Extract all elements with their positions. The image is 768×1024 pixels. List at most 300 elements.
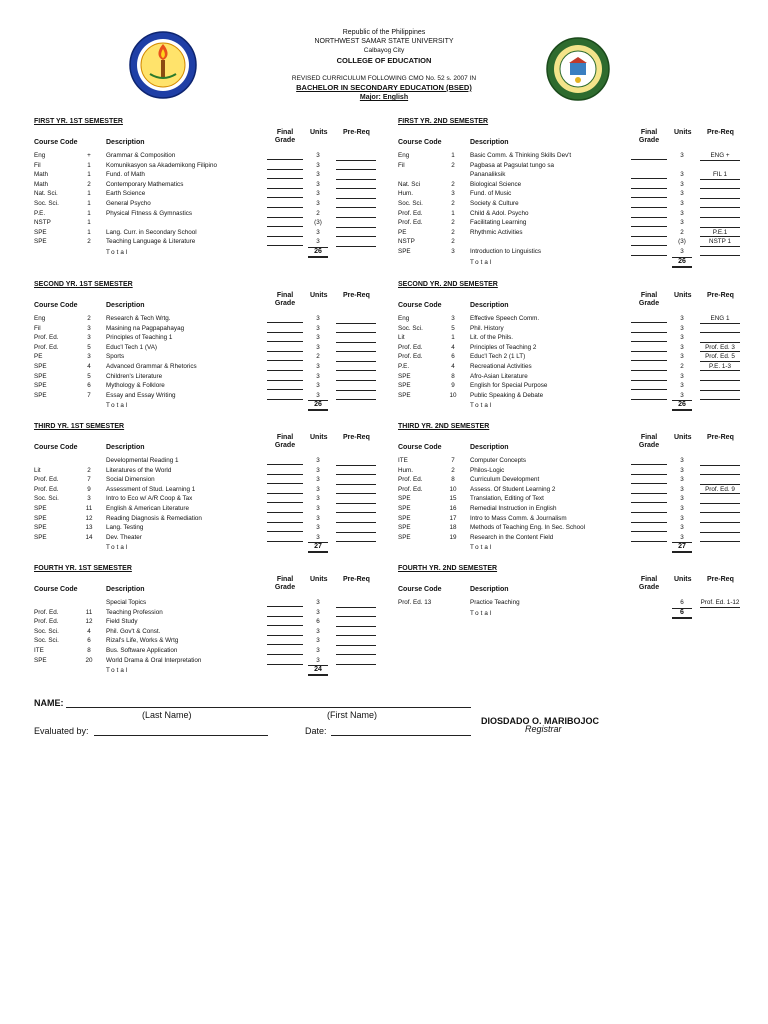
course-units: 3 bbox=[680, 372, 684, 380]
course-row bbox=[398, 324, 758, 334]
final-grade-field[interactable] bbox=[267, 646, 303, 655]
course-number: 9 bbox=[87, 485, 91, 493]
course-description: Masining na Pagpapahayag bbox=[106, 324, 185, 332]
course-description: Special Topics bbox=[106, 599, 147, 606]
prereq-field bbox=[336, 456, 376, 466]
prereq-field bbox=[700, 466, 740, 476]
final-grade-field[interactable] bbox=[631, 533, 667, 542]
course-units: 3 bbox=[680, 324, 684, 332]
prereq-field bbox=[700, 475, 740, 485]
course-units: 3 bbox=[316, 161, 320, 169]
course-units: 3 bbox=[680, 382, 684, 390]
final-grade-field[interactable] bbox=[631, 494, 667, 503]
course-code: SPE bbox=[34, 382, 47, 390]
course-units: 3 bbox=[680, 457, 684, 464]
course-units: 3 bbox=[680, 152, 684, 159]
course-row bbox=[398, 228, 758, 238]
prereq-field bbox=[700, 189, 740, 199]
final-grade-field[interactable] bbox=[631, 237, 667, 246]
course-number: 3 bbox=[87, 324, 91, 332]
evaluated-by-label: Evaluated by: bbox=[34, 726, 89, 736]
course-units: 3 bbox=[680, 466, 684, 474]
name-field[interactable] bbox=[66, 698, 471, 708]
course-code: Prof. Ed. bbox=[398, 219, 423, 227]
final-grade-field[interactable] bbox=[631, 362, 667, 371]
course-number: 10 bbox=[449, 391, 457, 399]
final-grade-field[interactable] bbox=[267, 333, 303, 342]
course-number: 2 bbox=[451, 161, 455, 169]
header-prereq: Pre-Req bbox=[707, 576, 734, 583]
course-units: 3 bbox=[680, 485, 684, 493]
prereq-field bbox=[700, 180, 740, 190]
final-grade-field[interactable] bbox=[267, 514, 303, 523]
course-number: 2 bbox=[87, 238, 91, 246]
header-description: Description bbox=[470, 139, 509, 146]
course-code: Nat. Sci bbox=[398, 180, 421, 188]
course-number: 17 bbox=[449, 514, 457, 522]
header-prereq: Pre-Req bbox=[343, 434, 370, 441]
course-description: Bus. Software Application bbox=[106, 646, 178, 654]
course-description: Biological Science bbox=[470, 180, 522, 188]
final-grade-field[interactable] bbox=[267, 218, 303, 227]
final-grade-field[interactable] bbox=[631, 151, 667, 160]
course-description: Child & Adol. Psycho bbox=[470, 209, 529, 217]
prereq-field bbox=[336, 237, 376, 247]
course-row bbox=[34, 533, 394, 543]
course-description: Basic Comm. & Thinking Skills Dev't bbox=[470, 152, 572, 159]
prereq-field bbox=[336, 343, 376, 353]
header-final-grade: Final Grade bbox=[638, 129, 660, 144]
course-code: Prof. Ed. bbox=[34, 485, 59, 493]
prereq-field: Prof. Ed. 9 bbox=[700, 485, 740, 495]
final-grade-field[interactable] bbox=[631, 504, 667, 513]
course-row bbox=[34, 598, 394, 608]
course-units: 3 bbox=[680, 171, 684, 179]
course-number: 19 bbox=[449, 533, 457, 541]
course-description: Pananaliksik bbox=[470, 171, 506, 179]
semester-block bbox=[34, 423, 394, 553]
course-code: Prof. Ed. bbox=[34, 334, 59, 342]
prereq-field bbox=[700, 333, 740, 343]
course-code: Hum. bbox=[398, 190, 414, 198]
course-number: 8 bbox=[451, 372, 455, 380]
final-grade-field[interactable] bbox=[631, 189, 667, 198]
course-code: P.E. bbox=[398, 362, 410, 370]
course-units: 3 bbox=[316, 627, 320, 635]
prereq-field bbox=[336, 617, 376, 627]
prereq-field bbox=[336, 608, 376, 618]
course-code: PE bbox=[398, 228, 407, 236]
course-row bbox=[34, 324, 394, 334]
course-units: 3 bbox=[316, 391, 320, 399]
course-number: 1 bbox=[87, 199, 91, 207]
header-units: Units bbox=[310, 292, 328, 299]
final-grade-field[interactable] bbox=[631, 523, 667, 532]
prereq-field bbox=[336, 161, 376, 171]
date-field[interactable] bbox=[331, 726, 471, 736]
final-grade-field[interactable] bbox=[631, 456, 667, 465]
course-code: Eng bbox=[34, 315, 46, 322]
prereq-field bbox=[336, 199, 376, 209]
course-code: SPE bbox=[34, 524, 47, 532]
course-description: Reading Diagnosis & Remediation bbox=[106, 514, 202, 522]
course-units: 3 bbox=[680, 199, 684, 207]
total-units: 27 bbox=[672, 542, 692, 553]
course-description: Introduction to Linguistics bbox=[470, 247, 542, 255]
course-number: 2 bbox=[451, 199, 455, 207]
course-code: Eng bbox=[34, 152, 46, 159]
total-row bbox=[34, 400, 394, 411]
prereq-field bbox=[700, 381, 740, 391]
final-grade-field[interactable] bbox=[267, 161, 303, 170]
course-description: Grammar & Composition bbox=[106, 152, 176, 159]
final-grade-field[interactable] bbox=[631, 391, 667, 400]
course-row bbox=[34, 228, 394, 238]
column-headers bbox=[398, 129, 758, 151]
final-grade-field[interactable] bbox=[267, 372, 303, 381]
semester-title: THIRD YR. 1ST SEMESTER bbox=[34, 423, 125, 430]
course-units: 3 bbox=[316, 152, 320, 159]
course-number: 2 bbox=[451, 466, 455, 474]
course-row bbox=[398, 598, 758, 608]
course-description: Fund. of Music bbox=[470, 190, 512, 198]
course-number: 2 bbox=[451, 219, 455, 227]
final-grade-field[interactable] bbox=[267, 504, 303, 513]
final-grade-field[interactable] bbox=[267, 598, 303, 607]
course-units: 3 bbox=[316, 599, 320, 606]
semester-block bbox=[398, 118, 758, 268]
prereq-field bbox=[336, 228, 376, 238]
course-row bbox=[34, 523, 394, 533]
total-units: 26 bbox=[672, 400, 692, 411]
final-grade-field[interactable] bbox=[631, 485, 667, 494]
course-row bbox=[34, 456, 394, 466]
course-units: 3 bbox=[680, 514, 684, 522]
course-description: Assess. Of Student Learning 2 bbox=[470, 485, 556, 493]
course-number: 12 bbox=[85, 618, 93, 626]
course-code: SPE bbox=[398, 533, 411, 541]
final-grade-field[interactable] bbox=[267, 456, 303, 465]
final-grade-field[interactable] bbox=[267, 466, 303, 475]
prereq-field bbox=[336, 314, 376, 324]
prereq-field: ENG + bbox=[700, 151, 740, 161]
course-units: 3 bbox=[316, 343, 320, 351]
course-description: General Psycho bbox=[106, 199, 151, 207]
total-label: Total bbox=[470, 402, 494, 410]
course-row bbox=[34, 466, 394, 476]
course-code: Prof. Ed. bbox=[398, 209, 423, 217]
course-units: 3 bbox=[316, 533, 320, 541]
course-number: 1 bbox=[451, 209, 455, 217]
course-row bbox=[34, 180, 394, 190]
final-grade-field[interactable] bbox=[267, 151, 303, 160]
total-label: Total bbox=[470, 544, 494, 552]
final-grade-field[interactable] bbox=[267, 352, 303, 361]
total-row bbox=[34, 665, 394, 676]
course-units: 3 bbox=[680, 476, 684, 484]
course-units: 3 bbox=[316, 199, 320, 207]
course-code: ITE bbox=[34, 646, 44, 654]
course-code: Soc. Sci. bbox=[34, 495, 59, 503]
course-code: Soc. Sci. bbox=[34, 637, 59, 645]
course-units: 3 bbox=[316, 608, 320, 616]
course-number: 1 bbox=[87, 209, 91, 217]
final-grade-field[interactable] bbox=[267, 180, 303, 189]
course-number: 1 bbox=[451, 334, 455, 342]
course-units: 3 bbox=[316, 637, 320, 645]
registrar-name: DIOSDADO O. MARIBOJOC bbox=[481, 716, 600, 726]
header-final-grade: Final Grade bbox=[274, 434, 296, 449]
final-grade-field[interactable] bbox=[267, 343, 303, 352]
course-row bbox=[34, 218, 394, 228]
course-code: SPE bbox=[34, 238, 47, 246]
course-number: 16 bbox=[449, 504, 457, 512]
course-description: Social Dimension bbox=[106, 476, 155, 484]
course-units: 3 bbox=[316, 190, 320, 198]
final-grade-field[interactable] bbox=[631, 343, 667, 352]
course-row bbox=[398, 170, 758, 180]
prereq-field: P.E.1 bbox=[700, 228, 740, 238]
final-grade-field[interactable] bbox=[631, 333, 667, 342]
header-description: Description bbox=[106, 444, 145, 451]
header-final-grade: Final Grade bbox=[274, 576, 296, 591]
course-row bbox=[398, 352, 758, 362]
course-number: 11 bbox=[85, 504, 93, 512]
course-description: Earth Science bbox=[106, 190, 146, 198]
last-name-caption: (Last Name) bbox=[142, 710, 192, 720]
course-code: Soc. Sci. bbox=[398, 324, 423, 332]
header-prereq: Pre-Req bbox=[343, 129, 370, 136]
header-final-grade: Final Grade bbox=[638, 576, 660, 591]
header-description: Description bbox=[106, 302, 145, 309]
college-of-education-seal bbox=[128, 30, 198, 100]
semester-title: FIRST YR. 2ND SEMESTER bbox=[398, 118, 489, 125]
semester-block bbox=[34, 281, 394, 411]
course-number: 1 bbox=[451, 152, 455, 159]
total-row bbox=[398, 400, 758, 411]
prereq-field bbox=[336, 391, 376, 401]
final-grade-field[interactable] bbox=[267, 617, 303, 626]
final-grade-field[interactable] bbox=[631, 381, 667, 390]
course-row bbox=[398, 523, 758, 533]
final-grade-field[interactable] bbox=[267, 485, 303, 494]
course-row bbox=[34, 237, 394, 247]
total-units: 27 bbox=[308, 542, 328, 553]
column-headers bbox=[398, 576, 758, 598]
course-description: Recreational Activities bbox=[470, 362, 532, 370]
course-row bbox=[34, 485, 394, 495]
prereq-field bbox=[336, 218, 376, 228]
course-code: Prof. Ed. bbox=[398, 353, 423, 361]
course-code: SPE bbox=[34, 362, 47, 370]
course-number: 11 bbox=[85, 608, 93, 616]
final-grade-field[interactable] bbox=[267, 533, 303, 542]
course-number: 5 bbox=[87, 343, 91, 351]
course-description: Teaching Language & Literature bbox=[106, 238, 196, 246]
final-grade-field[interactable] bbox=[631, 170, 667, 179]
course-row bbox=[398, 391, 758, 401]
course-description: Computer Concepts bbox=[470, 457, 526, 464]
course-row bbox=[398, 209, 758, 219]
course-description: Remedial Instruction in English bbox=[470, 504, 557, 512]
final-grade-field[interactable] bbox=[631, 475, 667, 484]
total-row bbox=[398, 542, 758, 553]
course-code: Prof. Ed. bbox=[34, 343, 59, 351]
final-grade-field[interactable] bbox=[267, 627, 303, 636]
final-grade-field[interactable] bbox=[267, 608, 303, 617]
header-course-code: Course Code bbox=[398, 302, 442, 309]
course-units: 2 bbox=[680, 228, 684, 236]
total-label: Total bbox=[470, 609, 494, 617]
prereq-field bbox=[700, 199, 740, 209]
course-row bbox=[398, 199, 758, 209]
course-code: NSTP bbox=[34, 219, 51, 227]
city-line: Calbayog City bbox=[363, 47, 405, 54]
prereq-field bbox=[336, 151, 376, 161]
final-grade-field[interactable] bbox=[267, 209, 303, 218]
course-description: Rhythmic Activities bbox=[470, 228, 523, 236]
final-grade-field[interactable] bbox=[631, 228, 667, 237]
republic-line: Republic of the Philippines bbox=[342, 29, 426, 36]
final-grade-field[interactable] bbox=[631, 314, 667, 323]
final-grade-field[interactable] bbox=[631, 180, 667, 189]
final-grade-field[interactable] bbox=[631, 199, 667, 208]
course-description: Sports bbox=[106, 353, 125, 361]
course-number: 3 bbox=[451, 315, 455, 322]
course-description: Methods of Teaching Eng. In Sec. School bbox=[470, 524, 586, 532]
header-prereq: Pre-Req bbox=[707, 292, 734, 299]
semester-title: FOURTH YR. 1ST SEMESTER bbox=[34, 565, 132, 572]
evaluated-by-field[interactable] bbox=[94, 726, 268, 736]
course-description: Mythology & Folklore bbox=[106, 382, 165, 390]
final-grade-field[interactable] bbox=[267, 228, 303, 237]
course-row bbox=[398, 372, 758, 382]
course-description: Field Study bbox=[106, 618, 138, 626]
column-headers bbox=[398, 434, 758, 456]
final-grade-field[interactable] bbox=[267, 189, 303, 198]
final-grade-field[interactable] bbox=[267, 381, 303, 390]
course-description: Translation, Editing of Text bbox=[470, 495, 544, 503]
course-number: 1 bbox=[87, 171, 91, 179]
course-number: 2 bbox=[87, 180, 91, 188]
final-grade-field[interactable] bbox=[631, 372, 667, 381]
header-prereq: Pre-Req bbox=[707, 434, 734, 441]
first-name-caption: (First Name) bbox=[327, 710, 377, 720]
course-units: 3 bbox=[316, 324, 320, 332]
prereq-field bbox=[700, 247, 740, 257]
course-units: 3 bbox=[680, 315, 684, 322]
final-grade-field[interactable] bbox=[267, 362, 303, 371]
course-code: SPE bbox=[398, 524, 411, 532]
final-grade-field[interactable] bbox=[631, 514, 667, 523]
course-units: (3) bbox=[314, 219, 322, 227]
final-grade-field[interactable] bbox=[267, 199, 303, 208]
final-grade-field[interactable] bbox=[631, 352, 667, 361]
course-units: 3 bbox=[316, 315, 320, 322]
course-number: 2 bbox=[87, 315, 91, 322]
prereq-field bbox=[336, 504, 376, 514]
final-grade-field[interactable] bbox=[267, 314, 303, 323]
course-description: Rizal's Life, Works & Wrtg bbox=[106, 637, 179, 645]
course-code: Math bbox=[34, 180, 48, 188]
final-grade-field[interactable] bbox=[631, 218, 667, 227]
course-description: Lang. Curr. in Secondary School bbox=[106, 228, 197, 236]
course-row bbox=[34, 333, 394, 343]
course-number: 12 bbox=[85, 514, 93, 522]
course-number: 2 bbox=[451, 180, 455, 188]
course-units: 3 bbox=[316, 466, 320, 474]
course-units: 3 bbox=[680, 533, 684, 541]
course-row bbox=[398, 247, 758, 257]
final-grade-field[interactable] bbox=[267, 494, 303, 503]
course-units: 3 bbox=[680, 180, 684, 188]
header-prereq: Pre-Req bbox=[343, 576, 370, 583]
final-grade-field[interactable] bbox=[631, 247, 667, 256]
final-grade-field[interactable] bbox=[267, 170, 303, 179]
course-number: 1 bbox=[87, 219, 91, 227]
course-units: 2 bbox=[316, 353, 320, 361]
final-grade-field[interactable] bbox=[267, 391, 303, 400]
registrar-title: Registrar bbox=[525, 724, 562, 734]
final-grade-field[interactable] bbox=[631, 209, 667, 218]
header-course-code: Course Code bbox=[34, 139, 78, 146]
column-headers bbox=[34, 292, 394, 314]
prereq-field bbox=[336, 636, 376, 646]
header-course-code: Course Code bbox=[398, 444, 442, 451]
final-grade-field[interactable] bbox=[267, 237, 303, 246]
course-number: 5 bbox=[451, 324, 455, 332]
final-grade-field[interactable] bbox=[267, 475, 303, 484]
course-units: 3 bbox=[680, 209, 684, 217]
course-code: Lit bbox=[34, 466, 41, 474]
final-grade-field[interactable] bbox=[631, 324, 667, 333]
final-grade-field[interactable] bbox=[267, 523, 303, 532]
total-units: 6 bbox=[672, 608, 692, 619]
course-code: SPE bbox=[34, 514, 47, 522]
header-units: Units bbox=[674, 434, 692, 441]
prereq-field: Prof. Ed. 1-12 bbox=[700, 599, 740, 606]
course-description: Komunikasyon sa Akademikong Filipino bbox=[106, 161, 217, 169]
header-final-grade: Final Grade bbox=[274, 292, 296, 307]
final-grade-field[interactable] bbox=[267, 656, 303, 665]
course-code: Nat. Sci. bbox=[34, 190, 58, 198]
course-code: SPE bbox=[34, 533, 47, 541]
college-name: COLLEGE OF EDUCATION bbox=[336, 56, 432, 65]
course-number: + bbox=[87, 152, 91, 159]
final-grade-field[interactable] bbox=[631, 466, 667, 475]
course-number: 3 bbox=[87, 353, 91, 361]
prereq-field bbox=[336, 627, 376, 637]
course-code: Fil bbox=[34, 161, 41, 169]
name-label: NAME: bbox=[34, 698, 64, 708]
course-units: (3) bbox=[678, 238, 686, 246]
header-units: Units bbox=[674, 576, 692, 583]
course-code: Soc. Sci. bbox=[34, 199, 59, 207]
course-description: Effective Speech Comm. bbox=[470, 315, 540, 322]
prereq-field bbox=[336, 170, 376, 180]
course-row bbox=[398, 494, 758, 504]
header-final-grade: Final Grade bbox=[638, 434, 660, 449]
course-units: 3 bbox=[316, 495, 320, 503]
final-grade-field[interactable] bbox=[267, 636, 303, 645]
course-number: 4 bbox=[87, 362, 91, 370]
course-units: 3 bbox=[316, 382, 320, 390]
header-description: Description bbox=[106, 139, 145, 146]
prereq-field bbox=[336, 324, 376, 334]
final-grade-field[interactable] bbox=[267, 324, 303, 333]
course-code: Prof. Ed. 13 bbox=[398, 599, 432, 606]
course-units: 3 bbox=[680, 219, 684, 227]
